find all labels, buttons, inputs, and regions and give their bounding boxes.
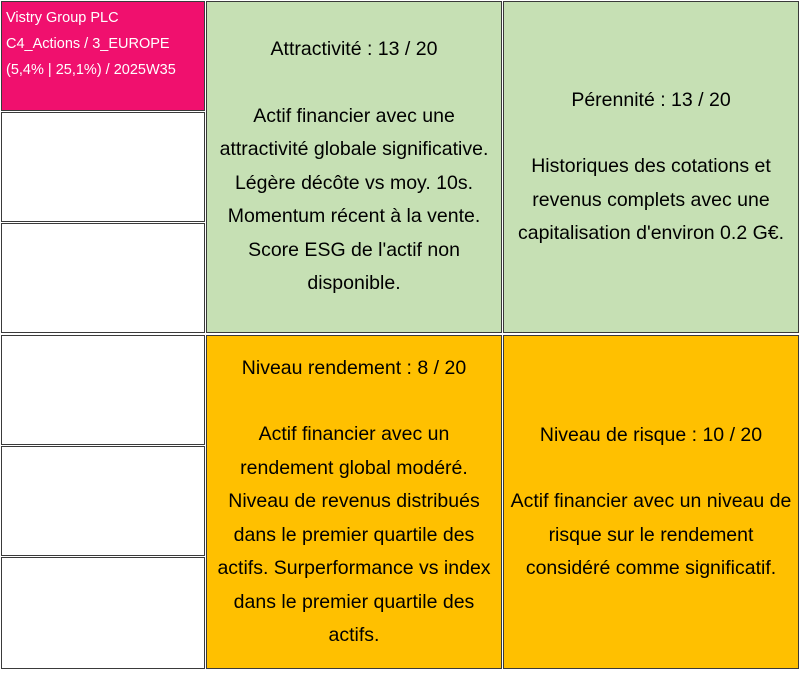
description-line: Actif financier avec un	[258, 423, 450, 445]
description-line: Actif financier avec un niveau de	[510, 490, 792, 512]
perennite-description	[518, 150, 784, 251]
description-line: Niveau de revenus distribués	[228, 490, 480, 512]
description-line: rendement global modéré.	[240, 456, 468, 479]
asset-stats: (5,4% | 25,1%) / 2025W35	[6, 62, 176, 78]
description-line: disponible.	[307, 272, 401, 295]
description-line: dans le premier quartile des	[233, 590, 475, 613]
perennite-title: Pérennité : 13 / 20	[571, 88, 731, 111]
rendement-panel	[206, 335, 502, 669]
description-line: Légère décôte vs moy. 10s.	[234, 171, 474, 194]
empty-cell	[1, 335, 205, 445]
attractivite-title: Attractivité : 13 / 20	[270, 38, 438, 61]
description-line: dans le premier quartile des	[233, 523, 475, 546]
description-line: Momentum récent à la vente.	[227, 205, 481, 228]
description-line: revenus complets avec une	[532, 188, 770, 211]
description-line: Score ESG de l'actif non	[248, 238, 460, 261]
description-line: Actif financier avec une	[253, 104, 455, 127]
perennite-panel	[503, 1, 799, 333]
description-line: Historiques des cotations et	[531, 155, 771, 177]
description-line: actifs.	[328, 624, 380, 646]
attractivite-description	[220, 100, 489, 301]
empty-cell	[1, 223, 205, 333]
risque-description	[511, 485, 792, 586]
rendement-title: Niveau rendement : 8 / 20	[241, 356, 467, 379]
empty-cell	[1, 112, 205, 222]
asset-name: Vistry Group PLC	[6, 10, 119, 26]
asset-header-cell	[1, 1, 205, 111]
description-line: actifs. Surperformance vs index	[217, 557, 491, 579]
rendement-description	[217, 418, 490, 653]
risque-title: Niveau de risque : 10 / 20	[539, 423, 763, 446]
risque-panel	[503, 335, 799, 669]
description-line: risque sur le rendement	[548, 523, 754, 546]
asset-category: C4_Actions / 3_EUROPE	[6, 36, 170, 52]
empty-cell	[1, 446, 205, 556]
description-line: attractivité globale significative.	[219, 138, 489, 161]
attractivite-panel	[206, 1, 502, 333]
description-line: considéré comme significatif.	[525, 557, 777, 579]
empty-cell	[1, 557, 205, 669]
description-line: capitalisation d'environ 0.2 G€.	[517, 222, 785, 244]
